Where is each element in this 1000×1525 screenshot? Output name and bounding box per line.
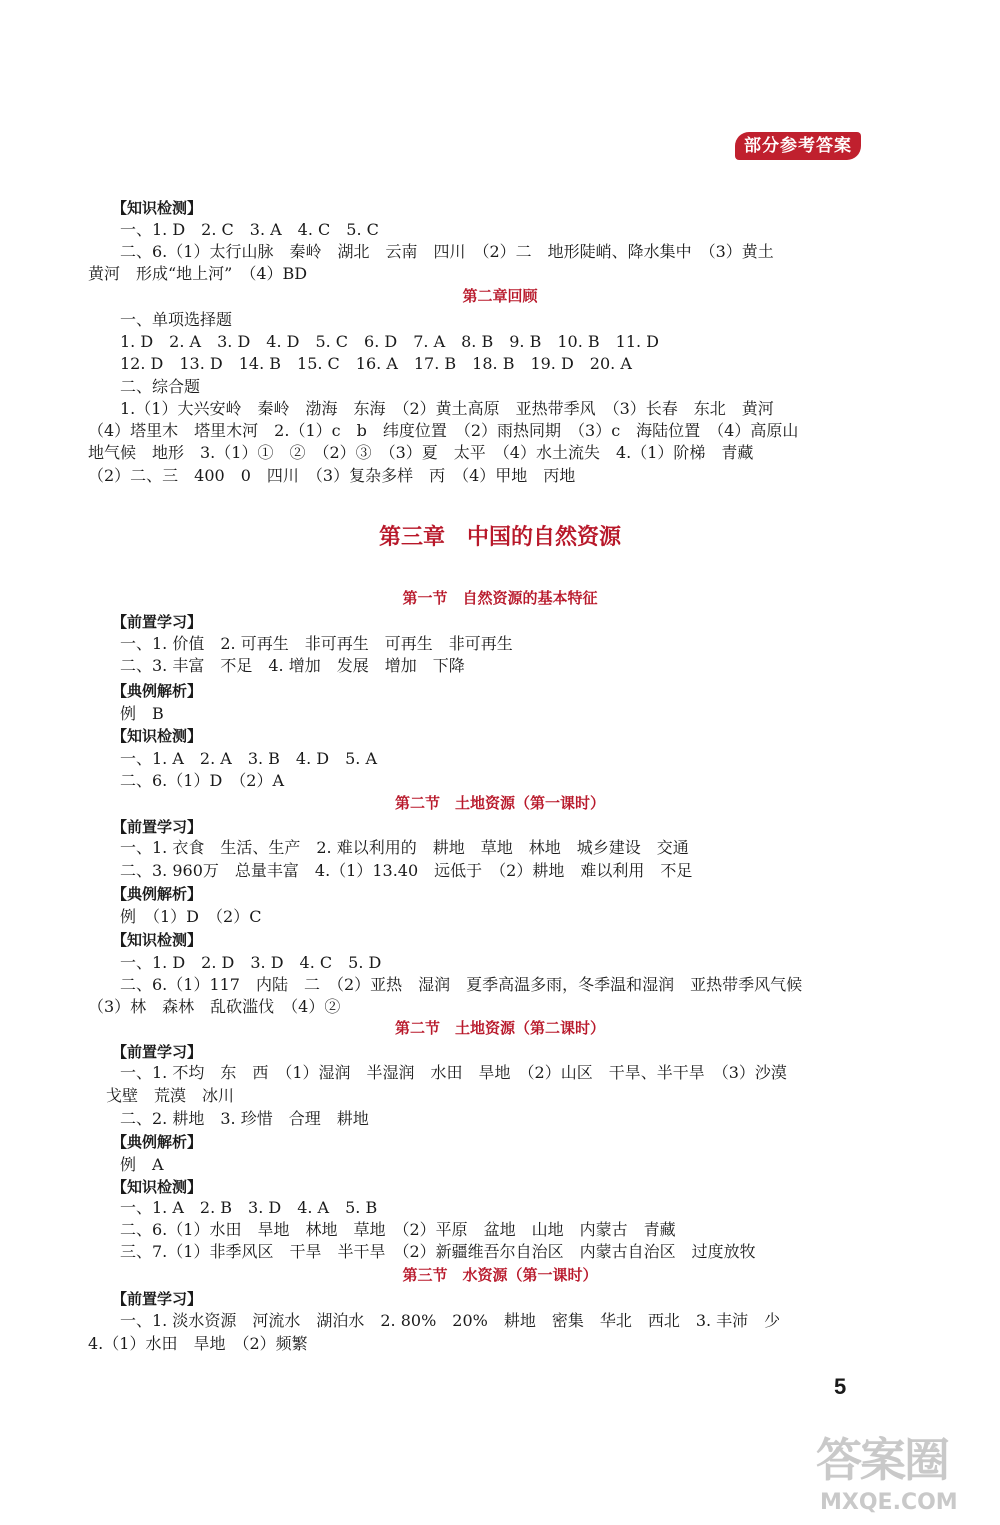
answer-line: 二、3. 960万 总量丰富 4.（1）13.40 远低于 （2）耕地 难以利用 不足 <box>120 861 693 880</box>
answer-line: 地气候 地形 3.（1）① ② （2）③ （3）夏 太平 （4）水土流失 4.（1）阶梯 青藏 <box>88 443 754 462</box>
answer-line: 例 B <box>120 704 164 723</box>
section-title: 第二节 土地资源（第二课时） <box>394 1019 605 1037</box>
answer-line: 1. D 2. A 3. D 4. D 5. C 6. D 7. A 8. B 9. B 10. B 11. D <box>120 332 659 351</box>
answer-key-badge: 部分参考答案 <box>735 132 861 160</box>
answer-line: 一、1. D 2. D 3. D 4. C 5. D <box>120 953 382 972</box>
chapter-title: 第三章 中国的自然资源 <box>378 525 621 550</box>
label-example-analysis: 【典例解析】 <box>112 1133 203 1151</box>
answer-line: 二、综合题 <box>120 377 201 396</box>
label-example-analysis: 【典例解析】 <box>112 682 203 700</box>
answer-line: 一、1. 不均 东 西 （1）湿润 半湿润 水田 旱地 （2）山区 干旱、半干旱 （3）沙漠 <box>120 1063 787 1082</box>
label-knowledge-check: 【知识检测】 <box>112 1178 203 1196</box>
answer-line: 黄河 形成“地上河” （4）BD <box>88 264 308 283</box>
answer-line: 一、单项选择题 <box>120 310 233 329</box>
answer-line: 4.（1）水田 旱地 （2）频繁 <box>88 1334 308 1353</box>
answer-line: 例 A <box>120 1155 164 1174</box>
answer-line: 一、1. 淡水资源 河流水 湖泊水 2. 80% 20% 耕地 密集 华北 西北 3. 丰沛 少 <box>120 1311 781 1330</box>
answer-line: 戈壁 荒漠 冰川 <box>106 1086 235 1105</box>
section-title-chapter2-review: 第二章回顾 <box>462 287 538 305</box>
label-knowledge-check: 【知识检测】 <box>112 931 203 949</box>
answer-line: 一、1. 衣食 生活、生产 2. 难以利用的 耕地 草地 林地 城乡建设 交通 <box>120 838 689 857</box>
watermark-logo <box>810 1420 1000 1525</box>
page-number: 5 <box>834 1374 847 1399</box>
section-title: 第三节 水资源（第一课时） <box>402 1266 598 1284</box>
answer-line: 二、6.（1）D （2）A <box>120 771 285 790</box>
label-prelearning: 【前置学习】 <box>112 613 203 631</box>
section-title: 第二节 土地资源（第一课时） <box>394 794 605 812</box>
watermark-site: MXQE.COM <box>820 1490 958 1515</box>
answer-line: 二、2. 耕地 3. 珍惜 合理 耕地 <box>120 1109 369 1128</box>
label-knowledge-check: 【知识检测】 <box>112 199 203 217</box>
answer-line: 二、6.（1）太行山脉 秦岭 湖北 云南 四川 （2）二 地形陡峭、降水集中 （3）黄土 <box>120 242 774 261</box>
label-prelearning: 【前置学习】 <box>112 1043 203 1061</box>
answer-line: 一、1. D 2. C 3. A 4. C 5. C <box>120 220 379 239</box>
answer-line: （4）塔里木 塔里木河 2.（1）c b 纬度位置 （2）雨热同期 （3）c 海陆位置 （4）高原山 <box>88 421 799 440</box>
answer-line: 1.（1）大兴安岭 秦岭 渤海 东海 （2）黄土高原 亚热带季风 （3）长春 东北 黄河 <box>120 399 774 418</box>
answer-line: 12. D 13. D 14. B 15. C 16. A 17. B 18. B 19. D 20. A <box>120 354 632 373</box>
answer-line: 一、1. 价值 2. 可再生 非可再生 可再生 非可再生 <box>120 634 513 653</box>
answer-line: 一、1. A 2. B 3. D 4. A 5. B <box>120 1198 378 1217</box>
answer-line: （2）二、三 400 0 四川 （3）复杂多样 丙 （4）甲地 丙地 <box>88 466 576 485</box>
label-prelearning: 【前置学习】 <box>112 1290 203 1308</box>
answer-line: （3）林 森林 乱砍滥伐 （4）② <box>88 997 341 1016</box>
answer-line: 二、6.（1）117 内陆 二 （2）亚热 湿润 夏季高温多雨，冬季温和湿润 亚热带季风气候 <box>120 975 803 994</box>
answer-line: 二、6.（1）水田 旱地 林地 草地 （2）平原 盆地 山地 内蒙古 青藏 <box>120 1220 676 1239</box>
answer-line: 一、1. A 2. A 3. B 4. D 5. A <box>120 749 378 768</box>
answer-line: 三、7.（1）非季风区 干旱 半干旱 （2）新疆维吾尔自治区 内蒙古自治区 过度放牧 <box>120 1242 756 1261</box>
label-knowledge-check: 【知识检测】 <box>112 727 203 745</box>
answer-line: 例 （1）D （2）C <box>120 907 262 926</box>
label-example-analysis: 【典例解析】 <box>112 885 203 903</box>
label-prelearning: 【前置学习】 <box>112 818 203 836</box>
answer-line: 二、3. 丰富 不足 4. 增加 发展 增加 下降 <box>120 656 465 675</box>
section-title: 第一节 自然资源的基本特征 <box>402 589 598 607</box>
watermark-mark: 答案圈 <box>816 1433 948 1487</box>
